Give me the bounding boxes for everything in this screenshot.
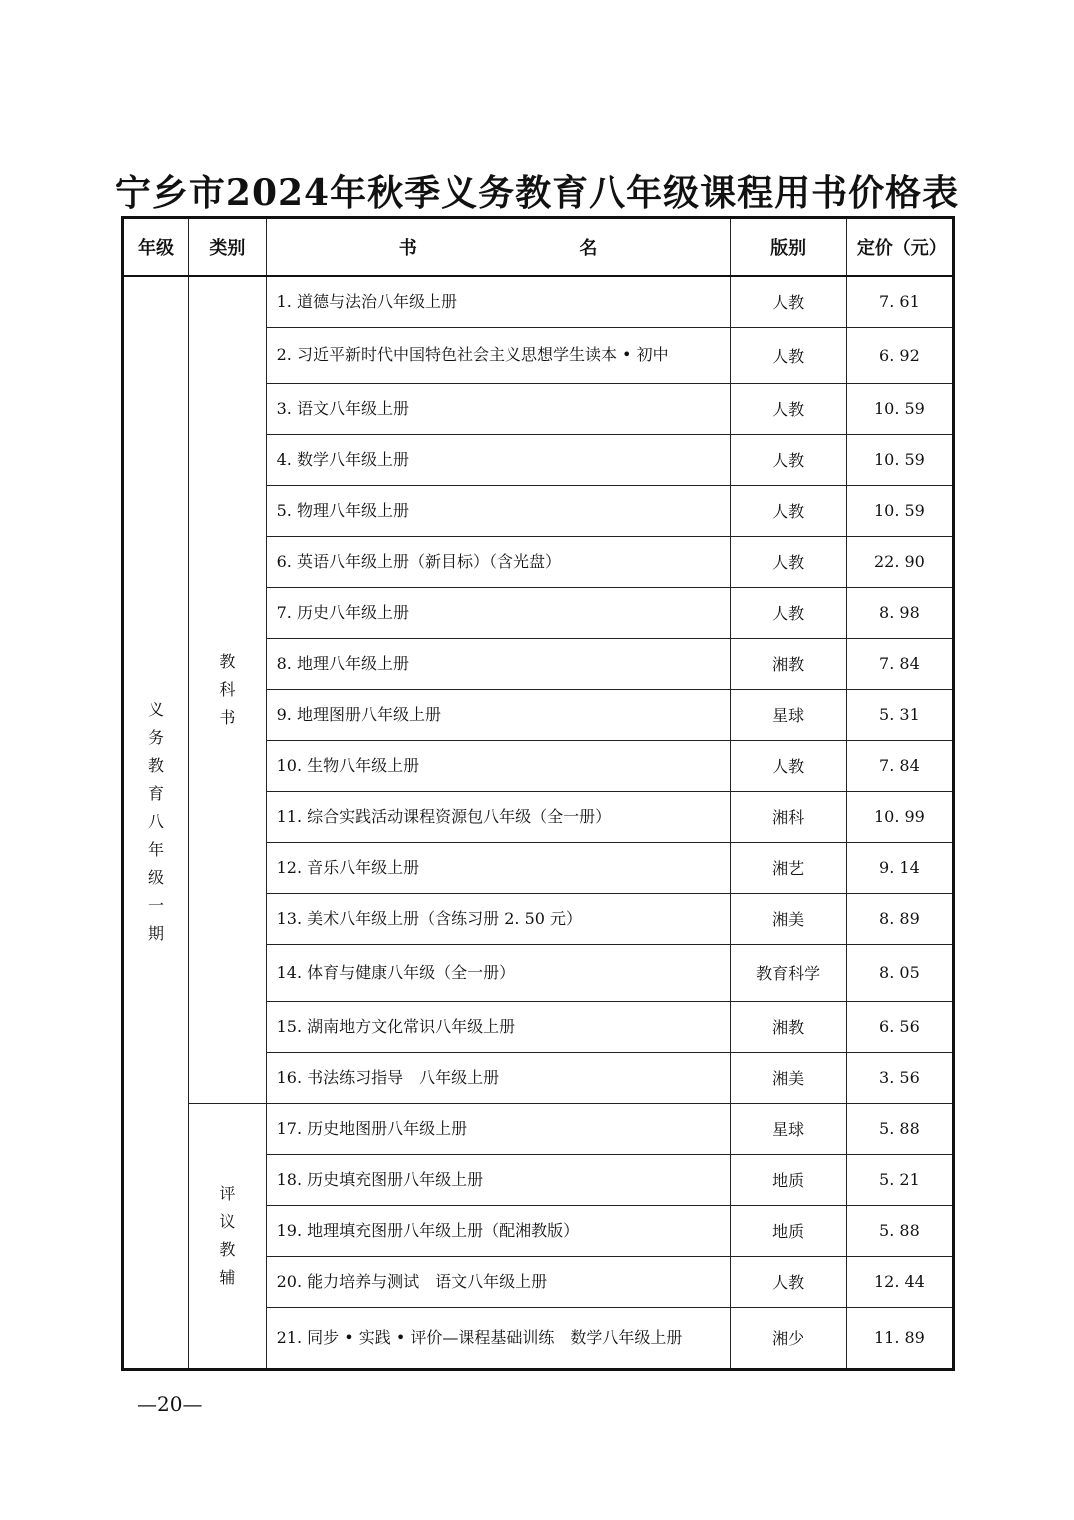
- price-cell: 22. 90: [846, 536, 953, 587]
- edition-cell: 人教: [730, 327, 846, 383]
- edition-cell: 星球: [730, 1103, 846, 1154]
- book-name-cell: 2. 习近平新时代中国特色社会主义思想学生读本 • 初中: [266, 327, 730, 383]
- table-header-row: [123, 218, 954, 277]
- book-name-cell: 21. 同步 • 实践 • 评价—课程基础训练 数学八年级上册: [266, 1307, 730, 1369]
- header-edition: 版别: [730, 218, 846, 277]
- book-name-cell: 13. 美术八年级上册（含练习册 2. 50 元）: [266, 893, 730, 944]
- book-name-cell: 4. 数学八年级上册: [266, 434, 730, 485]
- edition-cell: 湘教: [730, 1001, 846, 1052]
- book-name-cell: 1. 道德与法治八年级上册: [266, 276, 730, 327]
- category-label: 评议教辅: [219, 1183, 236, 1287]
- page-number: —20—: [137, 1392, 203, 1416]
- book-name-cell: 20. 能力培养与测试 语文八年级上册: [266, 1256, 730, 1307]
- price-cell: 8. 98: [846, 587, 953, 638]
- edition-cell: 地质: [730, 1205, 846, 1256]
- book-name-cell: 10. 生物八年级上册: [266, 740, 730, 791]
- price-cell: 11. 89: [846, 1307, 953, 1369]
- price-cell: 7. 84: [846, 638, 953, 689]
- book-name-cell: 5. 物理八年级上册: [266, 485, 730, 536]
- edition-cell: 湘少: [730, 1307, 846, 1369]
- edition-cell: 湘教: [730, 638, 846, 689]
- price-table: [121, 216, 955, 1371]
- header-book-name-left: 书: [398, 238, 417, 259]
- price-cell: 5. 88: [846, 1205, 953, 1256]
- edition-cell: 湘艺: [730, 842, 846, 893]
- page-title: 宁乡市2024年秋季义务教育八年级课程用书价格表: [114, 172, 960, 214]
- grade-label: 义务教育八年级一期: [148, 700, 165, 944]
- price-cell: 10. 99: [846, 791, 953, 842]
- price-cell: 10. 59: [846, 434, 953, 485]
- price-cell: 6. 92: [846, 327, 953, 383]
- book-name-cell: 19. 地理填充图册八年级上册（配湘教版）: [266, 1205, 730, 1256]
- table-row: [123, 276, 954, 327]
- table-row: [123, 1103, 954, 1154]
- category-cell: [189, 276, 267, 1103]
- edition-cell: 湘美: [730, 893, 846, 944]
- header-book-name-right: 名: [579, 238, 598, 259]
- edition-cell: 人教: [730, 1256, 846, 1307]
- book-name-cell: 6. 英语八年级上册（新目标）（含光盘）: [266, 536, 730, 587]
- edition-cell: 湘美: [730, 1052, 846, 1103]
- price-cell: 6. 56: [846, 1001, 953, 1052]
- edition-cell: 教育科学: [730, 944, 846, 1001]
- book-name-cell: 15. 湖南地方文化常识八年级上册: [266, 1001, 730, 1052]
- price-cell: 5. 88: [846, 1103, 953, 1154]
- category-label: 教科书: [219, 651, 236, 727]
- price-cell: 9. 14: [846, 842, 953, 893]
- header-price: 定价（元）: [846, 218, 953, 277]
- edition-cell: 星球: [730, 689, 846, 740]
- book-name-cell: 14. 体育与健康八年级（全一册）: [266, 944, 730, 1001]
- price-cell: 5. 21: [846, 1154, 953, 1205]
- edition-cell: 地质: [730, 1154, 846, 1205]
- price-cell: 5. 31: [846, 689, 953, 740]
- price-cell: 3. 56: [846, 1052, 953, 1103]
- price-cell: 10. 59: [846, 383, 953, 434]
- edition-cell: 人教: [730, 276, 846, 327]
- header-book-name: [266, 218, 730, 277]
- edition-cell: 人教: [730, 485, 846, 536]
- edition-cell: 人教: [730, 587, 846, 638]
- book-name-cell: 11. 综合实践活动课程资源包八年级（全一册）: [266, 791, 730, 842]
- book-name-cell: 8. 地理八年级上册: [266, 638, 730, 689]
- price-cell: 10. 59: [846, 485, 953, 536]
- price-cell: 12. 44: [846, 1256, 953, 1307]
- grade-cell: [123, 276, 189, 1369]
- book-name-cell: 16. 书法练习指导 八年级上册: [266, 1052, 730, 1103]
- price-cell: 7. 84: [846, 740, 953, 791]
- edition-cell: 湘科: [730, 791, 846, 842]
- edition-cell: 人教: [730, 536, 846, 587]
- book-name-cell: 12. 音乐八年级上册: [266, 842, 730, 893]
- price-cell: 7. 61: [846, 276, 953, 327]
- book-name-cell: 18. 历史填充图册八年级上册: [266, 1154, 730, 1205]
- edition-cell: 人教: [730, 434, 846, 485]
- edition-cell: 人教: [730, 383, 846, 434]
- table-body: [123, 276, 954, 1369]
- price-cell: 8. 89: [846, 893, 953, 944]
- header-grade: 年级: [123, 218, 189, 277]
- category-cell: [189, 1103, 267, 1369]
- price-cell: 8. 05: [846, 944, 953, 1001]
- book-name-cell: 9. 地理图册八年级上册: [266, 689, 730, 740]
- book-name-cell: 17. 历史地图册八年级上册: [266, 1103, 730, 1154]
- book-name-cell: 3. 语文八年级上册: [266, 383, 730, 434]
- header-category: 类别: [189, 218, 267, 277]
- edition-cell: 人教: [730, 740, 846, 791]
- book-name-cell: 7. 历史八年级上册: [266, 587, 730, 638]
